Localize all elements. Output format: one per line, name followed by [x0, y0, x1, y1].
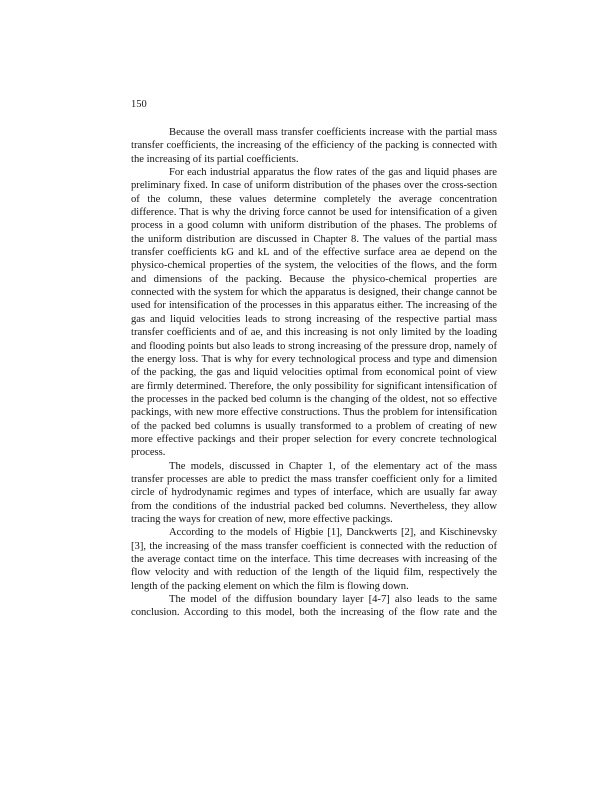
paragraph-4: According to the models of Higbie [1], Danckwerts [2], and Kischinevsky [3], the increasing of the mass transfer coefficient is connected with the reduction of the average contact time on the interface. This time decreases with increasing of the flow velocity and with reduction of the length of the liquid film, respectively the length of the packing element on which the film is flowing down.	[131, 527, 497, 592]
body-text	[131, 126, 497, 620]
page-number: 150	[131, 99, 147, 110]
paragraph-5: The model of the diffusion boundary layer [4-7] also leads to the same conclusion. According to this model, both the increasing of the flow rate and the	[131, 594, 497, 619]
paragraph-1: Because the overall mass transfer coefficients increase with the partial mass transfer coefficients, the increasing of the efficiency of the packing is connected with the increasing of its partial coefficients.	[131, 127, 497, 165]
paragraph-2: For each industrial apparatus the flow rates of the gas and liquid phases are preliminary fixed. In case of uniform distribution of the phases over the cross-section of the column, these values determine completely the average concentration difference. That is why the driving force cannot be used for intensification of a given process in a good column with uniform distribution of the phases. The problems of the uniform distribution are discussed in Chapter 8. The values of the partial mass transfer coefficients kG and kL and of the effective surface area ae depend on the physico-chemical properties of the system, the velocities of the flows, and the form and dimensions of the packing. Because the physico-chemical properties are connected with the system for which the apparatus is designed, their change cannot be used for intensification of the processes in this apparatus either. The increasing of the gas and liquid velocities leads to strong increasing of the respective partial mass transfer coefficients and of ae, and this increasing is not only limited by the loading and flooding points but also leads to strong increasing of the pressure drop, namely of the energy loss. That is why for every technological process and type and dimension of the packing, the gas and liquid velocities optimal from economical point of view are firmly determined. Therefore, the only possibility for significant intensification of the processes in the packed bed column is the changing of the oldest, not so effective packings, with new more effective constructions. Thus the problem for intensification of the packed bed columns is usually transformed to a problem of creating of new more effective packings and their proper selection for every concrete technological process.	[131, 167, 497, 459]
paragraph-3: The models, discussed in Chapter 1, of the elementary act of the mass transfer processes are able to predict the mass transfer coefficient only for a limited circle of hydrodynamic regimes and types of interface, which are usually far away from the conditions of the industrial packed bed columns. Nevertheless, they allow tracing the ways for creation of new, more effective packings.	[131, 460, 497, 525]
